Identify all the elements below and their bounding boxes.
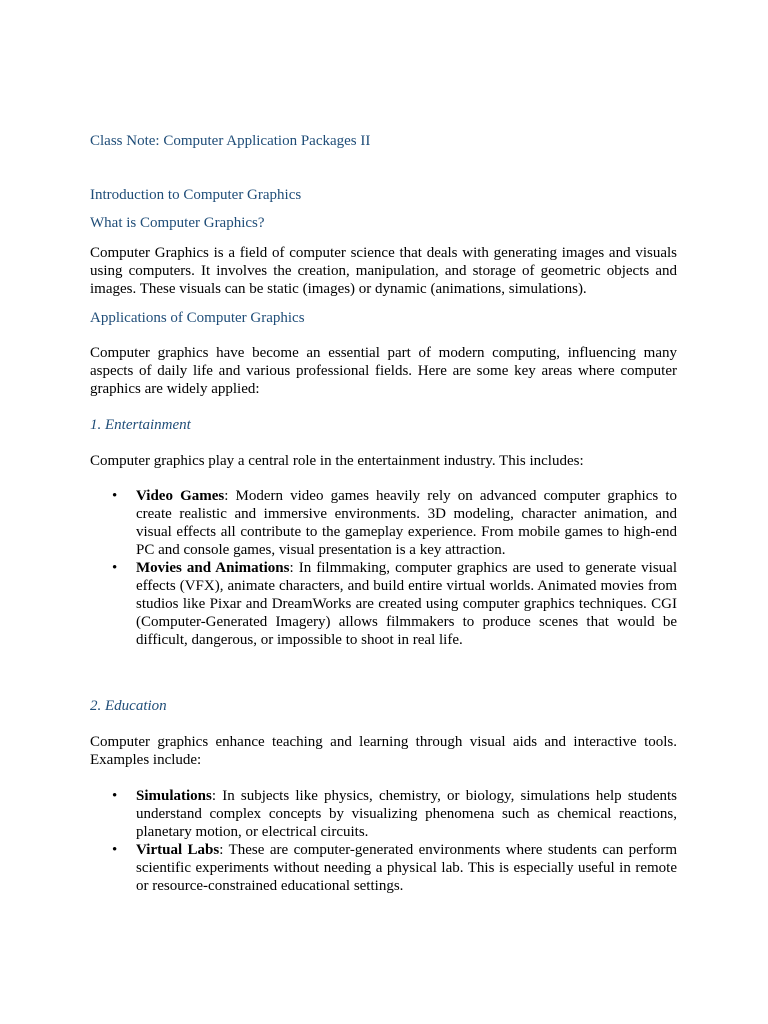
bullet-icon: • [112, 788, 118, 804]
list-item [90, 841, 677, 895]
list-item [90, 487, 677, 559]
education-list [90, 787, 677, 895]
applications-paragraph: Computer graphics have become an essential part of modern computing, influencing many aspects of daily life and various professional fields. Here are some key areas where computer graphics are widely applied: [90, 345, 677, 397]
bullet-icon: • [112, 560, 118, 576]
what-heading: What is Computer Graphics? [90, 215, 265, 231]
education-intro: Computer graphics enhance teaching and learning through visual aids and interactive tools. Examples include: [90, 734, 677, 768]
entertainment-intro: Computer graphics play a central role in the entertainment industry. This includes: [90, 453, 584, 469]
item-term: Movies and Animations [136, 560, 290, 576]
education-heading: 2. Education [90, 698, 167, 714]
item-term: Video Games [136, 488, 225, 504]
item-text: : In subjects like physics, chemistry, or biology, simulations help students understand complex concepts by visualizing phenomena such as chemical reactions, planetary motion, or electrical circuits. [136, 788, 677, 840]
what-paragraph: Computer Graphics is a field of computer science that deals with generating images and visuals using computers. It involves the creation, manipulation, and storage of geometric objects and images. These visuals can be static (images) or dynamic (animations, simulations). [90, 245, 677, 297]
entertainment-heading: 1. Entertainment [90, 417, 191, 433]
item-term: Virtual Labs [136, 842, 220, 858]
bullet-icon: • [112, 842, 118, 858]
bullet-icon: • [112, 488, 118, 504]
item-term: Simulations [136, 788, 212, 804]
item-text: : These are computer-generated environments where students can perform scientific experiments without needing a physical lab. This is especially useful in remote or resource-constrained educational settings. [136, 842, 677, 894]
entertainment-list [90, 487, 677, 649]
document-title: Class Note: Computer Application Packages II [90, 133, 371, 149]
list-item [90, 559, 677, 649]
list-item [90, 787, 677, 841]
item-text: : In filmmaking, computer graphics are used to generate visual effects (VFX), animate characters, and build entire virtual worlds. Animated movies from studios like Pixar and DreamWorks are created using computer graphics techniques. CGI (Computer-Generated Imagery) allows filmmakers to produce scenes that would be difficult, dangerous, or impossible to shoot in real life. [136, 560, 677, 648]
intro-heading: Introduction to Computer Graphics [90, 187, 302, 203]
item-text: : Modern video games heavily rely on advanced computer graphics to create realistic and immersive environments. 3D modeling, character animation, and visual effects all contribute to the gameplay experience. From mobile games to high-end PC and console games, visual presentation is a key attraction. [136, 488, 677, 558]
applications-heading: Applications of Computer Graphics [90, 310, 305, 326]
